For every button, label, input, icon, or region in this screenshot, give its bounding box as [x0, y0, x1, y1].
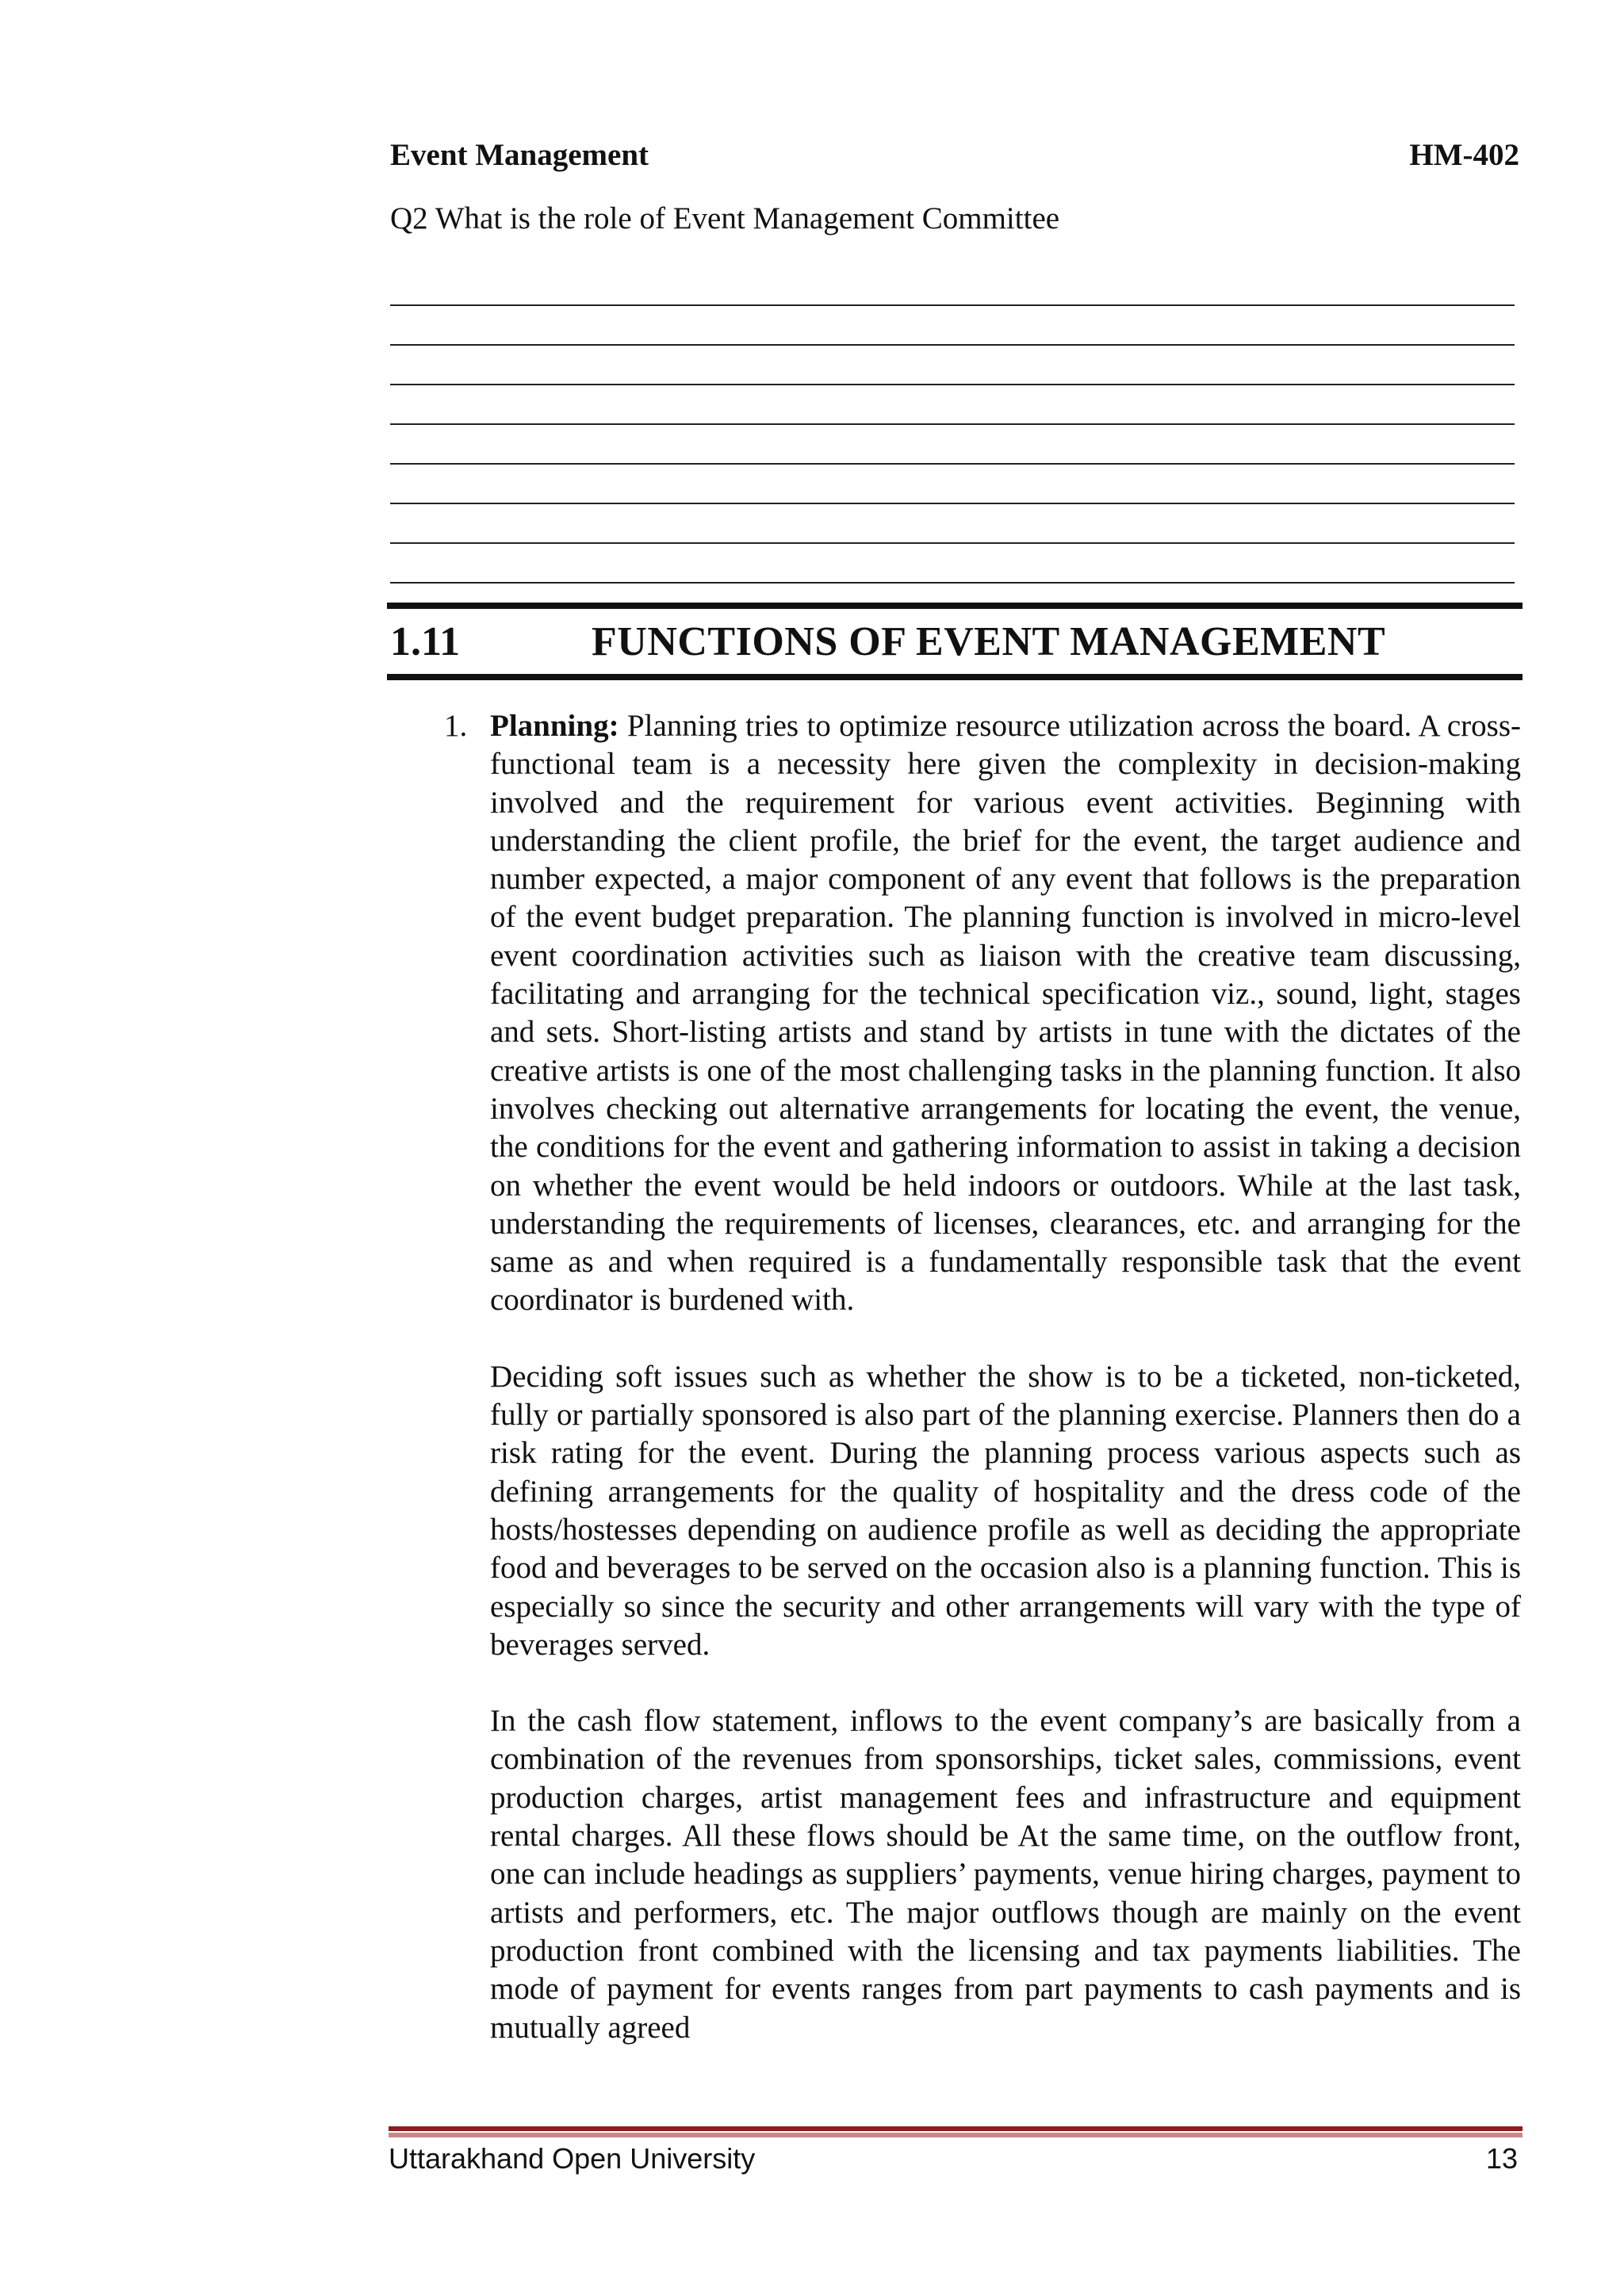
answer-line: [390, 346, 1515, 385]
paragraph-planning-text: Planning tries to optimize resource utilization across the board. A cross-functional team is a necessity here given the complexity in decision-making involved and the requirement for various event activities. Beginning with understanding the client profile, the brief for the event, the target audience and number expected, a major component of any event that follows is the preparation of the event budget preparation. The planning function is involved in micro-level event coordination activities such as liaison with the creative team discussing, facilitating and arranging for the technical specification viz., sound, light, stages and sets. Short-listing artists and stand by artists in tune with the dictates of the creative artists is one of the most challenging tasks in the planning function. It also involves checking out alternative arrangements for locating the event, the venue, the conditions for the event and gathering information to assist in taking a decision on whether the event would be held indoors or outdoors. While at the last task, understanding the requirements of licenses, clearances, etc. and arranging for the same as and when required is a fundamentally responsible task that the event coordinator is burdened with.: [490, 709, 1521, 1318]
paragraph-cash-flow: In the cash flow statement, inflows to the event company’s are basically from a combination of the revenues from sponsorships, ticket sales, commissions, event production charges, artist management fees and infrastructure and equipment rental charges. All these flows should be At the same time, on the outflow front, one can include headings as suppliers’ payments, venue hiring charges, payment to artists and performers, etc. The major outflows though are mainly on the event production front combined with the licensing and tax payments liabilities. The mode of payment for events ranges from part payments to cash payments and is mutually agreed: [490, 1704, 1521, 2045]
page-number: 13: [1485, 2142, 1518, 2175]
answer-line: [390, 465, 1515, 504]
answer-line: [390, 425, 1515, 465]
page-footer: [389, 2139, 1518, 2179]
footer-university: Uttarakhand Open University: [389, 2142, 756, 2175]
paragraph-planning: [490, 707, 1521, 1320]
answer-line: [390, 266, 1515, 306]
answer-lines: [390, 266, 1515, 584]
list-item: [444, 707, 1521, 2085]
section-number: 1.11: [390, 618, 461, 664]
header-course-code: HM-402: [1409, 138, 1519, 172]
answer-line: [390, 504, 1515, 544]
footer-rule: [389, 2126, 1522, 2137]
paragraph-soft-issues: Deciding soft issues such as whether the show is to be a ticketed, non-ticketed, fully or partially sponsored is also part of the planning exercise. Planners then do a risk rating for the event. During the planning process various aspects such as defining arrangements for the quality of hospitality and the dress code of the hosts/hostesses depending on audience profile as well as deciding the appropriate food and beverages to be served on the occasion also is a planning function. This is especially so since the security and other arrangements will vary with the type of beverages served.: [490, 1359, 1521, 1662]
running-header: [390, 132, 1519, 179]
section-heading: [387, 603, 1522, 680]
answer-line: [390, 544, 1515, 584]
answer-line: [390, 306, 1515, 346]
answer-line: [390, 385, 1515, 425]
term-planning: Planning:: [490, 709, 619, 743]
section-content: [444, 707, 1521, 2085]
list-item-body: [490, 707, 1521, 2085]
review-question: Q2 What is the role of Event Management Committee: [390, 201, 1060, 235]
header-course-title: Event Management: [390, 138, 649, 172]
list-item-number: 1.: [444, 709, 468, 743]
section-title: FUNCTIONS OF EVENT MANAGEMENT: [592, 618, 1386, 664]
